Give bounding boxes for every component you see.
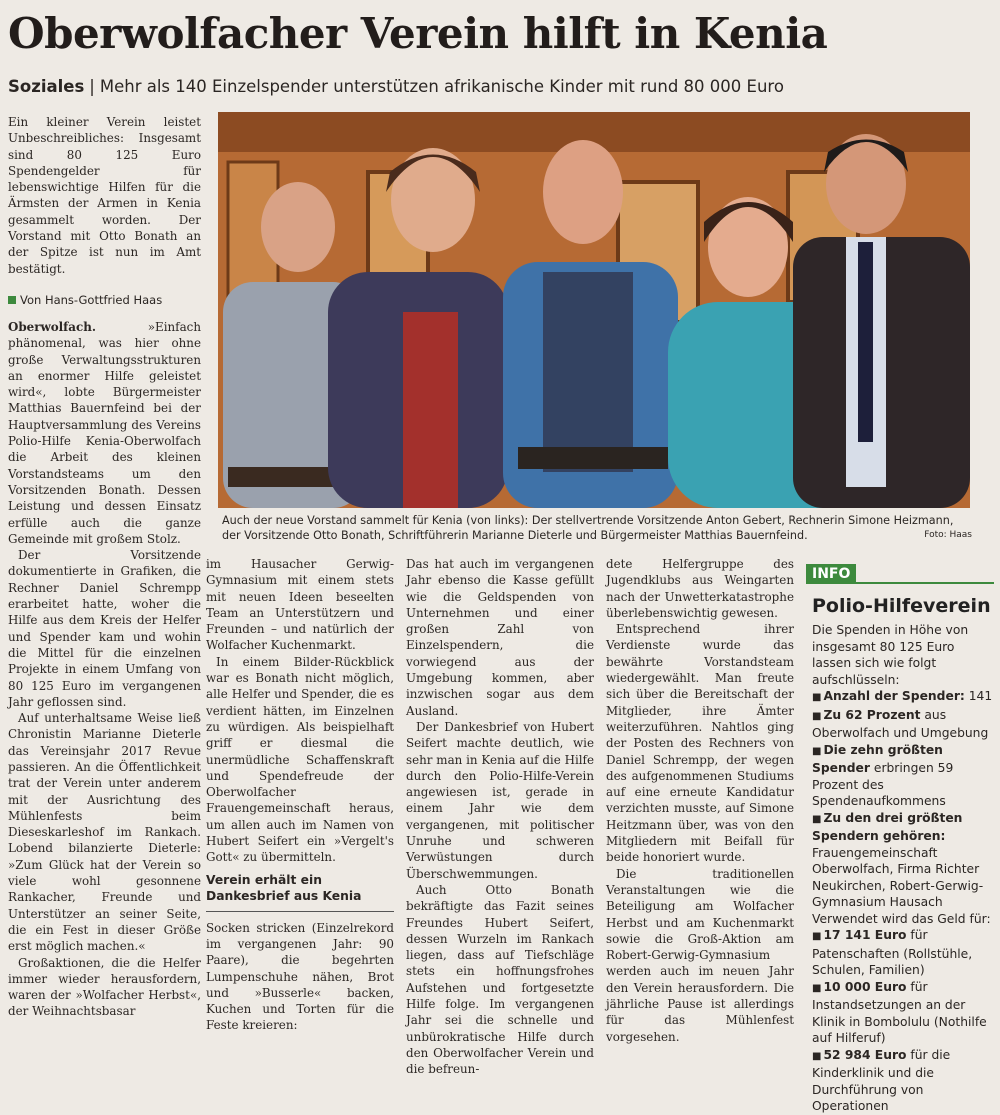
info-item-4-label: Zu den drei größten Spendern gehören:: [812, 810, 963, 843]
col4-paragraph-1: dete Helfergruppe des Jugendklubs aus Weingarten nach der Unwetterkatastrophe überlebenswichtig gewesen.: [606, 557, 794, 620]
info-rule: [856, 582, 994, 584]
author-marker: [8, 296, 16, 304]
info-item-7-text: für die Kinderklinik und die Durchführung von Operationen: [812, 1047, 951, 1113]
info-item-7: [812, 1047, 994, 1115]
info-item-2: [812, 707, 994, 742]
info-item-5: [812, 927, 994, 979]
group-photo: [218, 112, 970, 508]
info-item-2-text: aus Oberwolfach und Umgebung: [812, 707, 989, 740]
info-box: [806, 563, 994, 1115]
info-item-4-text: Frauengemeinschaft Oberwolfach, Firma Richter Neukirchen, Robert-Gerwig-Gymnasium Hausach: [812, 845, 984, 909]
subline-kicker: Soziales: [8, 77, 85, 96]
info-item-5-text: für Patenschaften (Rollstühle, Schulen, Familien): [812, 928, 973, 977]
col1-paragraph-3: Auf unterhaltsame Weise ließ Chronistin Marianne Dieterle das Vereinsjahr 2017 Revue passieren. An die Öffentlichkeit trat der Verein unter anderem mit der Ausrichtung des Mühlenfests beim Dieseskarleshof im Rankach. Lobend bilanzierte Dieterle: »Zum Glück hat der Verein so viele wohl gesonnene Rankacher, Freunde und Unterstützer an seiner Seite, die ein Fest in dieser Größe erst möglich machen.«: [8, 711, 201, 954]
info-item-1-label: Anzahl der Spender:: [823, 689, 965, 703]
col1-paragraph-4: Großaktionen, die die Helfer immer wieder herausfordern, waren der »Wolfacher Herbst«, der Weihnachtsbasar: [8, 955, 201, 1019]
subline: [8, 76, 998, 98]
col2-paragraph-2: In einem Bilder-Rückblick war es Bonath nicht möglich, alle Helfer und Spender, die es verdient hätten, im Einzelnen zu würdigen. Als beispielhaft griff er diesmal die unermüdliche Schaffenskraft und Spendefreude der Oberwolfacher Frauengemeinschaft heraus, um allen auch im Namen von Hubert Seifert ein »Vergelt's Gott« zu übermitteln.: [206, 654, 394, 865]
intro-text: Ein kleiner Verein leistet Unbeschreibliches: Insgesamt sind 80 125 Euro Spendengelder für lebenswichtige Hilfen für die Ärmsten der Armen in Kenia gesammelt worden. Der Vorstand mit Otto Bonath an der Spitze ist nun im Amt bestätigt.: [8, 115, 201, 276]
info-item-1: [812, 688, 994, 707]
info-title: Polio-Hilfeverein: [812, 595, 991, 617]
info-item-3: [812, 742, 994, 810]
col4-paragraph-2: Entsprechend ihrer Verdienste wurde das bewährte Vorstandsteam wiedergewählt. Man freute sich über die Bereitschaft der Mitglieder, ihre Ämter weiterzuführen. Nahtlos ging der Posten des Rechners von Daniel Schrempp, der wegen des aufgenommenen Studiums auf eine erneute Kandidatur verzichten musste, auf Simone Heitzmann über, was von den Mitgliedern mit Beifall für beide honoriert wurde.: [606, 622, 794, 865]
column-1: [8, 114, 201, 1019]
author-line: [8, 293, 201, 307]
col3-paragraph-2: Der Dankesbrief von Hubert Seifert machte deutlich, wie sehr man in Kenia auf die Hilfe durch den Polio-Hilfe-Verein angewiesen ist, gerade in einem Jahr wie dem vergangenen, mit politischer Unruhe und schweren Verwüstungen durch Überschwemmungen.: [406, 719, 594, 881]
info-item-5-label: 17 141 Euro: [823, 928, 907, 942]
info-item-3-text: erbringen 59 Prozent des Spendenaufkommens: [812, 761, 954, 808]
author-name: Von Hans-Gottfried Haas: [20, 292, 163, 307]
photo-caption: [222, 513, 972, 543]
column-3: [406, 556, 594, 1077]
subline-separator: |: [89, 77, 95, 96]
photo-credit: Foto: Haas: [924, 530, 972, 540]
info-item-7-label: 52 984 Euro: [823, 1047, 907, 1062]
info-item-2-label: Zu 62 Prozent: [823, 707, 921, 722]
col4-paragraph-3: Die traditionellen Veranstaltungen wie die Beteiligung am Wolfacher Herbst und am Kuchenmarkt sowie die Groß-Aktion am Robert-Gerwig-Gymnasium werden auch im neuen Jahr den Verein herausfordern. Die jährliche Pause ist allerdings für das Mühlenfest vorgesehen.: [606, 866, 794, 1044]
col1-paragraph-1-text: »Einfach phänomenal, was hier ohne große Verwaltungsstrukturen an enormer Hilfe geleistet wird«, lobte Bürgermeister Matthias Bauernfeind bei der Hauptversammlung des Vereins Polio-Hilfe Kenia-Oberwolfach die Arbeit des kleinen Vorstandsteams um den Vorsitzenden Bonath. Dessen Leistung und dessen Einsatz erfülle auch die ganze Gemeinde mit großem Stolz.: [8, 319, 201, 546]
caption-text: Auch der neue Vorstand sammelt für Kenia (von links): Der stellvertrende Vorsitzende Anton Gebert, Rechnerin Simone Heizmann, der Vorsitzende Otto Bonath, Schriftführerin Marianne Dieterle und Bürgermeister Matthias Bauernfeind.: [222, 514, 954, 542]
col2-paragraph-1: im Hausacher Gerwig-Gymnasium mit einem stets mit neuen Ideen beseelten Team an Unterstützern und Freunden – und natürlich der Wolfacher Kuchenmarkt.: [206, 557, 394, 653]
info-intro: Die Spenden in Höhe von insgesamt 80 125 Euro lassen sich wie folgt aufschlüsseln:: [812, 623, 969, 687]
dateline: Oberwolfach.: [8, 319, 97, 334]
column-2: [206, 556, 394, 1033]
group-photo-illustration: [218, 112, 970, 508]
column-4: [606, 556, 794, 1044]
info-item-4: [812, 810, 994, 911]
col2-subhead: Verein erhält ein Dankesbrief aus Kenia: [206, 872, 394, 912]
col1-paragraph-1: [8, 319, 201, 547]
info-item-3-label: Die zehn größten Spender: [812, 742, 943, 775]
col3-paragraph-3: Auch Otto Bonath bekräftigte das Fazit seines Freundes Hubert Seifert, dessen Wurzeln im Rankach liegen, dass auf Tiefschläge stets ein hoffnungsfrohes Aufstehen und fortgesetzte Hilfe folge. Im vergangenen Jahr sei die schnelle und unbürokratische Hilfe durch den Oberwolfacher Verein und die befreun-: [406, 882, 594, 1077]
info-used-heading: Verwendet wird das Geld für:: [812, 911, 991, 926]
info-item-6-text: für Instandsetzungen an der Klinik in Bombolulu (Nothilfe auf Hilferuf): [812, 979, 987, 1045]
info-tag: INFO: [806, 564, 856, 584]
info-item-6-label: 10 000 Euro: [823, 979, 907, 994]
col1-paragraph-2: Der Vorsitzende dokumentierte in Grafiken, die Rechner Daniel Schrempp erarbeitet hatte, woher die Hilfe aus dem Kreis der Helfer und Spender kam und wohin die Mittel für die einzelnen Projekte in einem Umfang von 80 125 Euro im vergangenen Jahr geflossen sind.: [8, 548, 201, 709]
col3-paragraph-1: Das hat auch im vergangenen Jahr ebenso die Kasse gefüllt wie die Geldspenden von Unternehmen und einer großen Zahl von Einzelspendern, die vorwiegend aus der Umgebung kommen, aber inzwischen sogar aus dem Ausland.: [406, 557, 594, 718]
col2-paragraph-3: Socken stricken (Einzelrekord im vergangenen Jahr: 90 Paare), die begehrten Lumpenschuhe nähen, Brot und »Busserle« backen, Kuchen und Torten für die Feste kreieren:: [206, 920, 394, 1033]
info-item-6: [812, 979, 994, 1047]
subline-text: Mehr als 140 Einzelspender unterstützen afrikanische Kinder mit rund 80 000 Euro: [99, 77, 784, 96]
headline: Oberwolfacher Verein hilft in Kenia: [8, 9, 828, 58]
info-item-1-text: 141: [964, 689, 993, 703]
